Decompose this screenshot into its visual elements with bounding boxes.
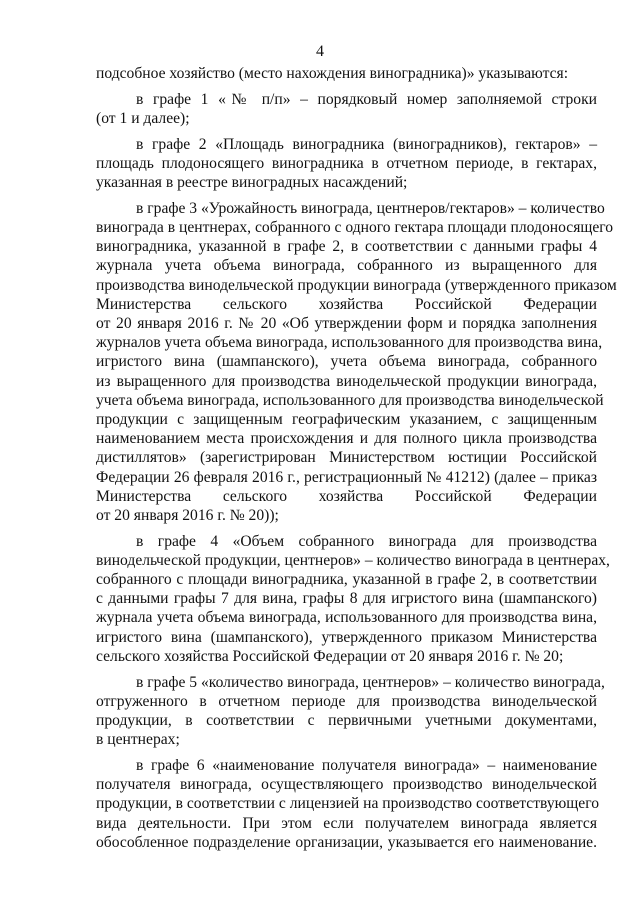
- text-line: сельского хозяйства Российской Федерации от 20 января 2016 г. № 20;: [96, 647, 564, 665]
- text-line: наименованием места происхождения и для полного цикла производства: [96, 430, 597, 448]
- text-line: в графе 1 «№ п/п» – порядковый номер заполняемой строки: [136, 90, 597, 108]
- text-line: игристого вина (шампанского), утвержденного приказом Министерства: [96, 628, 597, 646]
- text-line: с данными графы 7 для вина, графы 8 для игристого вина (шампанского): [96, 590, 597, 608]
- text-line: собранного с площади виноградника, указанной в графе 2, в соответствии: [96, 571, 597, 589]
- text-line: учета объема винограда, использованного для производства винодельческой: [96, 391, 604, 409]
- text-line: журнала учета объема винограда, собранного из выращенного для: [96, 257, 597, 275]
- document-body: [96, 64, 617, 852]
- text-line: из выращенного для производства винодельческой продукции винограда,: [96, 372, 597, 390]
- text-line: журнала учета объема винограда, использованного для производства вина,: [96, 609, 597, 627]
- text-line: дистиллятов» (зарегистрирован Министерством юстиции Российской: [96, 449, 597, 467]
- text-line: Министерства сельского хозяйства Российской Федерации: [96, 295, 597, 313]
- text-line: в графе 3 «Урожайность винограда, центнеров/гектаров» – количество: [136, 199, 605, 217]
- text-line: продукции, в соответствии с первичными учетными документами,: [96, 711, 597, 729]
- text-line: продукции, в соответствии с лицензией на производство соответствующего: [96, 795, 600, 813]
- text-line: площадь плодоносящего виноградника в отчетном периоде, в гектарах,: [96, 154, 597, 172]
- text-line: (от 1 и далее);: [96, 109, 190, 127]
- text-line: получателя винограда, осуществляющего производство винодельческой: [96, 776, 597, 794]
- text-line: от 20 января 2016 г. № 20));: [96, 506, 279, 524]
- text-line: Министерства сельского хозяйства Российской Федерации: [96, 487, 597, 505]
- page-number: 4: [316, 43, 324, 60]
- text-line: Федерации 26 февраля 2016 г., регистрационный № 41212) (далее – приказ: [96, 468, 597, 486]
- text-line: в графе 2 «Площадь виноградника (виноградников), гектаров» –: [136, 135, 597, 153]
- text-line: в графе 6 «наименование получателя винограда» – наименование: [136, 756, 597, 774]
- text-line: игристого вина (шампанского), учета объема винограда, собранного: [96, 353, 597, 371]
- text-line: в графе 4 «Объем собранного винограда для производства: [136, 532, 597, 550]
- text-line: подсобное хозяйство (место нахождения виноградника)» указываются:: [96, 65, 569, 82]
- text-line: вида деятельности. При этом если получателем винограда является: [96, 814, 597, 832]
- text-line: указанная в реестре виноградных насаждений;: [96, 174, 408, 192]
- text-line: в центнерах;: [96, 731, 180, 749]
- text-line: винодельческой продукции, центнеров» – количество винограда в центнерах,: [96, 551, 610, 569]
- text-line: обособленное подразделение организации, указывается его наименование.: [96, 833, 597, 851]
- text-line: продукции с защищенным географическим указанием, с защищенным: [96, 410, 597, 428]
- text-line: виноградника, указанной в графе 2, в соответствии с данными графы 4: [96, 238, 597, 256]
- text-line: винограда в центнерах, собранного с одного гектара площади плодоносящего: [96, 219, 614, 237]
- text-line: от 20 января 2016 г. № 20 «Об утверждении форм и порядка заполнения: [96, 315, 597, 333]
- text-line: журналов учета объема винограда, использованного для производства вина,: [96, 334, 603, 352]
- text-line: производства винодельческой продукции винограда (утвержденного приказом: [96, 276, 617, 294]
- text-line: в графе 5 «количество винограда, центнеров» – количество винограда,: [136, 673, 605, 691]
- text-line: отгруженного в отчетном периоде для производства винодельческой: [96, 692, 597, 710]
